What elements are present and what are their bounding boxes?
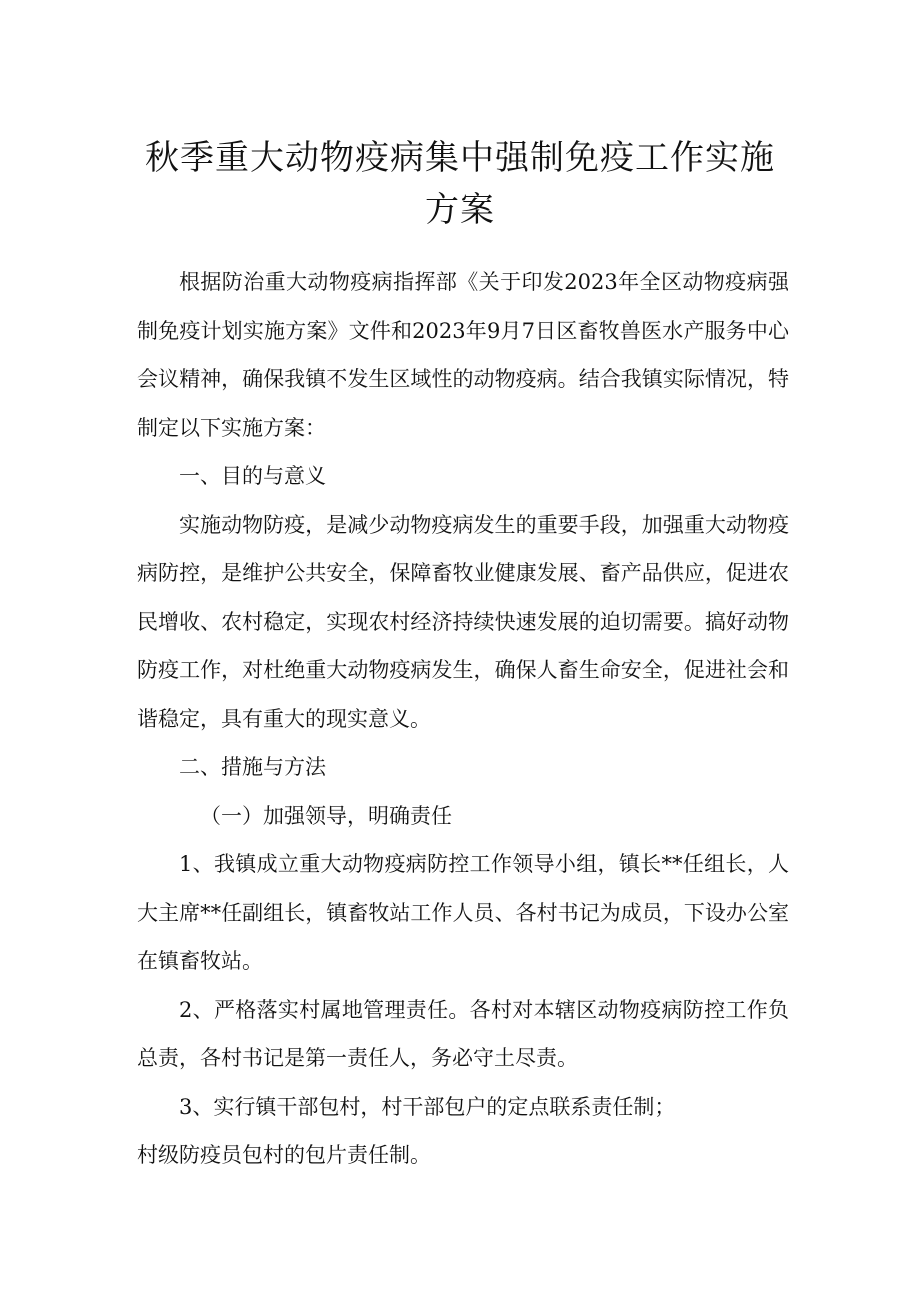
title-line-2: 方案 bbox=[425, 190, 495, 230]
title-line-1: 秋季重大动物疫病集中强制免疫工作实施 bbox=[145, 138, 775, 178]
section-2-subheading: （一）加强领导，明确责任 bbox=[200, 803, 452, 828]
intro-paragraph: 根据防治重大动物疫病指挥部《关于印发2023年全区动物疫病强制免疫计划实施方案》文件和2023年9月7日区畜牧兽医水产服务中心会议精神，确保我镇不发生区域性的动物疫病。结合我镇实际情况，特制定以下实施方案： bbox=[137, 270, 789, 440]
section-2-heading: 二、措施与方法 bbox=[179, 755, 326, 779]
document-title bbox=[120, 132, 800, 236]
document-body bbox=[137, 258, 789, 1180]
item-3-continuation: 村级防疫员包村的包片责任制。 bbox=[137, 1143, 431, 1167]
section-1-paragraph: 实施动物防疫，是减少动物疫病发生的重要手段，加强重大动物疫病防控，是维护公共安全，保障畜牧业健康发展、畜产品供应，促进农民增收、农村稳定，实现农村经济持续快速发展的迫切需要。搞好动物防疫工作，对杜绝重大动物疫病发生，确保人畜生命安全，促进社会和谐稳定，具有重大的现实意义。 bbox=[137, 512, 789, 731]
item-3-paragraph: 3、实行镇干部包村，村干部包户的定点联系责任制； bbox=[179, 1094, 676, 1119]
section-1-heading: 一、目的与意义 bbox=[179, 464, 326, 488]
item-1-paragraph: 1、我镇成立重大动物疫病防控工作领导小组，镇长**任组长，人大主席**任副组长，镇畜牧站工作人员、各村书记为成员，下设办公室在镇畜牧站。 bbox=[137, 852, 789, 973]
item-2-paragraph: 2、严格落实村属地管理责任。各村对本辖区动物疫病防控工作负总责，各村书记是第一责任人，务必守土尽责。 bbox=[137, 997, 789, 1070]
